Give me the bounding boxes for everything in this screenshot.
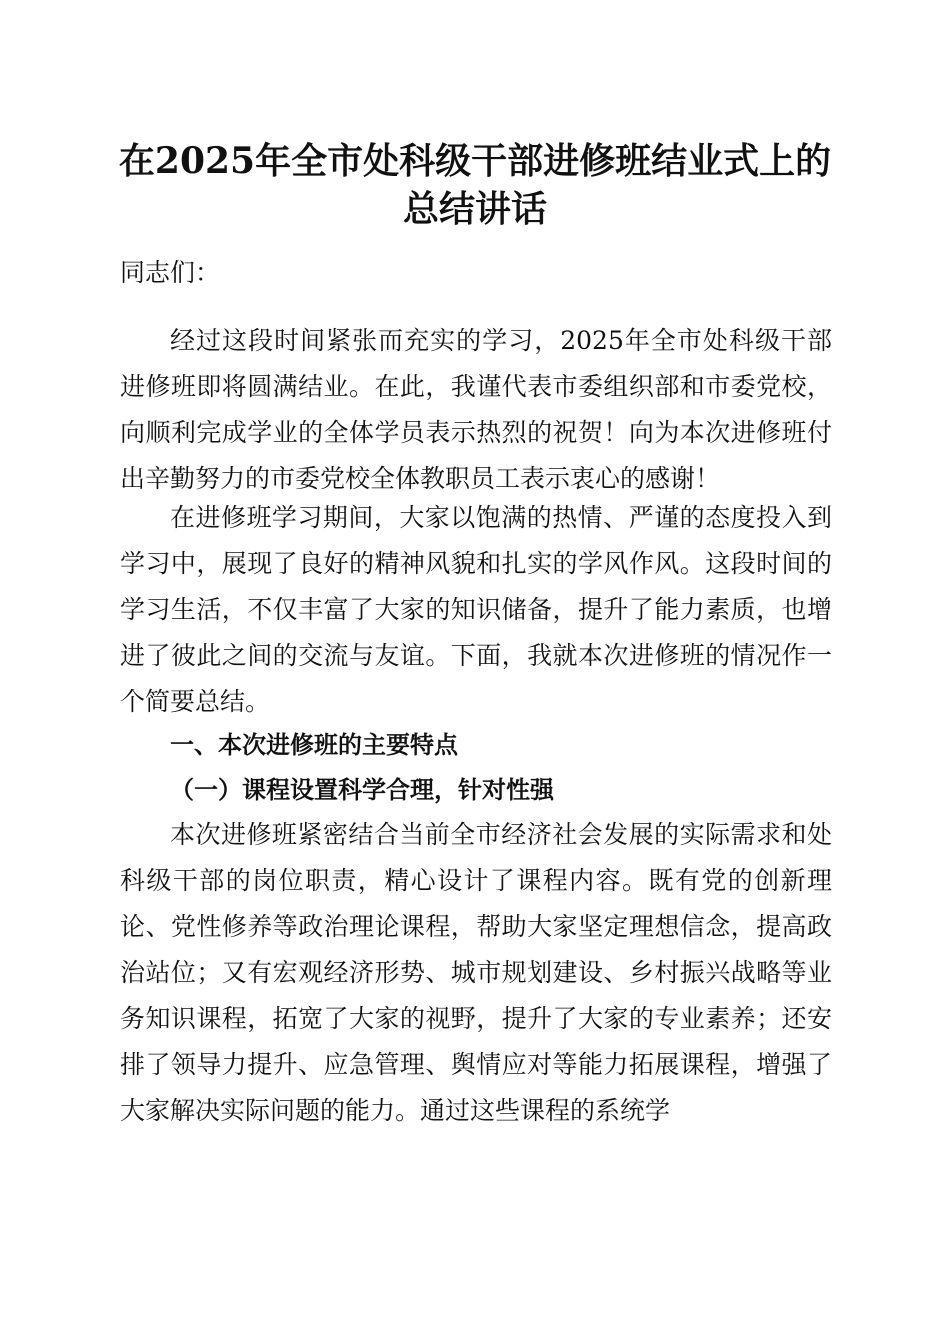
paragraph-opening <box>120 318 832 502</box>
paragraph-text: 经过这段时间紧张而充实的学习，2025年全市处科级干部进修班即将圆满结业。在此，我谨代表市委组织部和市委党校，向顺利完成学业的全体学员表示热烈的祝贺！向为本次进修班付出辛勤努力的市委党校全体教职员工表示衷心的感谢！ <box>120 326 832 493</box>
salutation: 同志们： <box>120 258 221 287</box>
document-title-line2: 总结讲话 <box>402 188 547 230</box>
section-heading: 一、本次进修班的主要特点 <box>170 731 458 759</box>
paragraph-text: 在进修班学习期间，大家以饱满的热情、严谨的态度投入到学习中，展现了良好的精神风貌和扎实的学风作风。这段时间的学习生活，不仅丰富了大家的知识储备，提升了能力素质，也增进了彼此之间的交流与友谊。下面，我就本次进修班的情况作一个简要总结。 <box>120 503 832 716</box>
paragraph-curriculum <box>120 812 832 1134</box>
paragraph-overview <box>120 495 832 725</box>
document-title-line1: 在2025年全市处科级干部进修班结业式上的 <box>118 140 832 182</box>
paragraph-text: 本次进修班紧密结合当前全市经济社会发展的实际需求和处科级干部的岗位职责，精心设计了课程内容。既有党的创新理论、党性修养等政治理论课程，帮助大家坚定理想信念，提高政治站位；又有宏观经济形势、城市规划建设、乡村振兴战略等业务知识课程，拓宽了大家的视野，提升了大家的专业素养；还安排了领导力提升、应急管理、舆情应对等能力拓展课程，增强了大家解决实际问题的能力。通过这些课程的系统学 <box>120 820 832 1125</box>
subsection-heading: （一）课程设置科学合理，针对性强 <box>170 775 554 804</box>
